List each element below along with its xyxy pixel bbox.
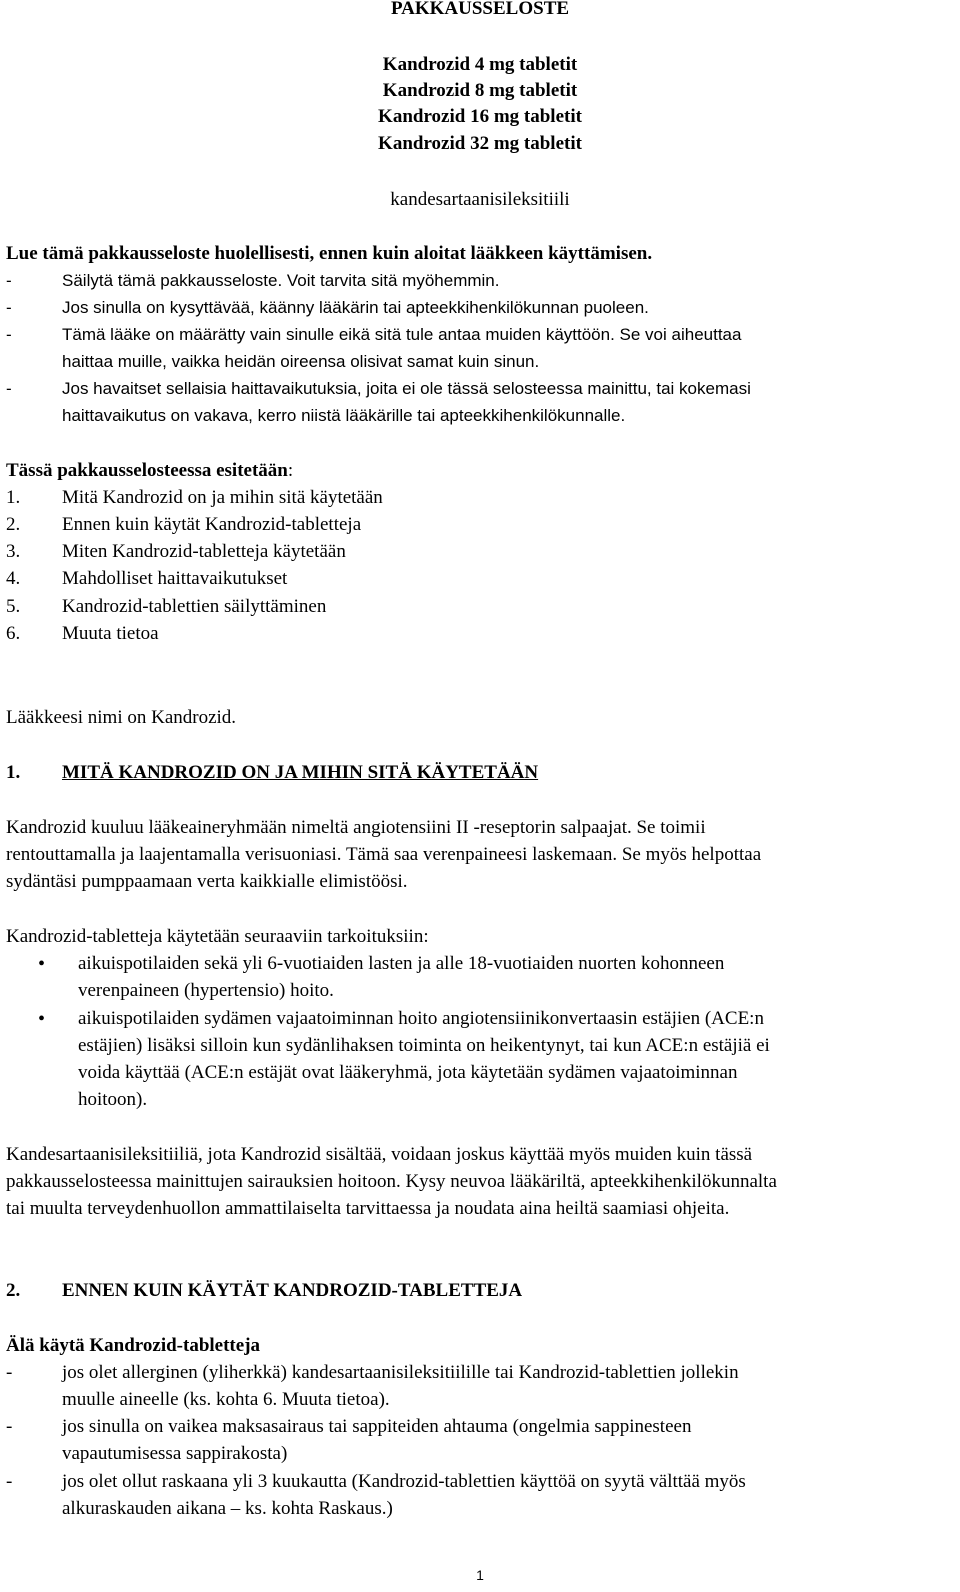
- toc-item: Ennen kuin käytät Kandrozid-tabletteja: [62, 514, 362, 535]
- toc-number: 4.: [6, 568, 21, 589]
- medicine-name: Lääkkeesi nimi on Kandrozid.: [6, 707, 237, 728]
- paragraph-line: tai muulta terveydenhuollon ammattilaiselta tarvittaessa ja noudata aina heiltä saamiasi ohjeita.: [6, 1198, 730, 1219]
- subheading: Älä käytä Kandrozid-tabletteja: [6, 1335, 261, 1356]
- contraindication-item: jos olet allerginen (yliherkkä) kandesartaanisileksitiilille tai Kandrozid-tablettien jollekin: [62, 1362, 739, 1383]
- product-name: Kandrozid 8 mg tabletit: [382, 80, 578, 101]
- active-substance: kandesartaanisileksitiili: [390, 189, 570, 210]
- intro-item: Jos sinulla on kysyttävää, käänny lääkärin tai apteekkihenkilökunnan puoleen.: [62, 298, 649, 317]
- bullet-item-continued: voida käyttää (ACE:n estäjät ovat lääkeryhmä, jota käytetään sydämen vajaatoiminnan: [78, 1062, 738, 1083]
- intro-item: Säilytä tämä pakkausseloste. Voit tarvita sitä myöhemmin.: [62, 271, 500, 290]
- intro-item-continued: haittaa muille, vaikka heidän oireensa olisivat samat kuin sinun.: [62, 352, 540, 371]
- toc-heading-colon: :: [287, 460, 294, 481]
- paragraph-line: rentouttamalla ja laajentamalla verisuoniasi. Tämä saa verenpaineesi laskemaan. Se myös helpottaa: [6, 844, 762, 865]
- contraindication-item-continued: alkuraskauden aikana – ks. kohta Raskaus.): [62, 1498, 393, 1519]
- contraindication-item-continued: vapautumisessa sappirakosta): [62, 1443, 288, 1464]
- section-title: ENNEN KUIN KÄYTÄT KANDROZID-TABLETTEJA: [62, 1280, 523, 1301]
- toc-item: Miten Kandrozid-tabletteja käytetään: [62, 541, 346, 562]
- contraindication-item-continued: muulle aineelle (ks. kohta 6. Muuta tietoa).: [62, 1389, 390, 1410]
- contraindication-item: jos olet ollut raskaana yli 3 kuukautta (Kandrozid-tablettien käyttöä on syytä välttää myös: [62, 1471, 746, 1492]
- toc-number: 1.: [6, 487, 21, 508]
- bullet-item-continued: hoitoon).: [78, 1089, 148, 1110]
- toc-number: 5.: [6, 596, 21, 617]
- bullet-item: aikuispotilaiden sydämen vajaatoiminnan hoito angiotensiinikonvertaasin estäjien (ACE:n: [78, 1008, 764, 1029]
- section-title: MITÄ KANDROZID ON JA MIHIN SITÄ KÄYTETÄÄN: [62, 762, 539, 783]
- dash-marker: -: [6, 298, 12, 317]
- paragraph-line: sydäntäsi pumppaamaan verta kaikkialle elimistöösi.: [6, 871, 408, 892]
- toc-item: Kandrozid-tablettien säilyttäminen: [62, 596, 327, 617]
- product-name: Kandrozid 16 mg tabletit: [378, 106, 582, 127]
- bullet-item: aikuispotilaiden sekä yli 6-vuotiaiden lasten ja alle 18-vuotiaiden nuorten kohonneen: [78, 953, 725, 974]
- dash-marker: -: [6, 1416, 13, 1437]
- toc-number: 3.: [6, 541, 21, 562]
- intro-heading: Lue tämä pakkausseloste huolellisesti, ennen kuin aloitat lääkkeen käyttämisen.: [6, 243, 653, 264]
- dash-marker: -: [6, 1471, 13, 1492]
- paragraph-line: Kandrozid kuuluu lääkeaineryhmään nimeltä angiotensiini II -reseptorin salpaajat. Se toimii: [6, 817, 706, 838]
- intro-item: Tämä lääke on määrätty vain sinulle eikä sitä tule antaa muiden käyttöön. Se voi aiheuttaa: [62, 325, 742, 344]
- toc-item: Muuta tietoa: [62, 623, 159, 644]
- toc-number: 6.: [6, 623, 21, 644]
- paragraph-line: pakkausselosteessa mainittujen sairauksien hoitoon. Kysy neuvoa lääkäriltä, apteekkihenkilökunnalta: [6, 1171, 777, 1192]
- paragraph-line: Kandesartaanisileksitiiliä, jota Kandrozid sisältää, voidaan joskus käyttää myös muiden kuin tässä: [6, 1144, 753, 1165]
- toc-item: Mitä Kandrozid on ja mihin sitä käytetään: [62, 487, 383, 508]
- toc-number: 2.: [6, 514, 21, 535]
- dash-marker: -: [6, 379, 12, 398]
- product-name: Kandrozid 32 mg tabletit: [378, 133, 582, 154]
- dash-marker: -: [6, 1362, 13, 1383]
- section-number: 1.: [6, 762, 21, 783]
- contraindication-item: jos sinulla on vaikea maksasairaus tai sappiteiden ahtauma (ongelmia sappinesteen: [62, 1416, 692, 1437]
- bullet-icon: •: [38, 1008, 46, 1030]
- page-number: 1: [476, 1567, 484, 1583]
- toc-item: Mahdolliset haittavaikutukset: [62, 568, 288, 589]
- toc-heading-text: Tässä pakkausselosteessa esitetään: [6, 460, 288, 481]
- toc-heading: [6, 458, 293, 484]
- uses-intro: Kandrozid-tabletteja käytetään seuraaviin tarkoituksiin:: [6, 926, 429, 947]
- intro-item-continued: haittavaikutus on vakava, kerro niistä lääkärille tai apteekkihenkilökunnalle.: [62, 406, 626, 425]
- product-name: Kandrozid 4 mg tabletit: [382, 54, 578, 75]
- bullet-item-continued: estäjien) lisäksi silloin kun sydänlihaksen toiminta on heikentynyt, tai kun ACE:n estäjiä ei: [78, 1035, 770, 1056]
- dash-marker: -: [6, 271, 12, 290]
- section-number: 2.: [6, 1280, 21, 1301]
- dash-marker: -: [6, 325, 12, 344]
- bullet-item-continued: verenpaineen (hypertensio) hoito.: [78, 980, 334, 1001]
- bullet-icon: •: [38, 953, 46, 975]
- intro-item: Jos havaitset sellaisia haittavaikutuksia, joita ei ole tässä selosteessa mainittu, tai kokemasi: [62, 379, 751, 398]
- document-title: PAKKAUSSELOSTE: [390, 0, 570, 19]
